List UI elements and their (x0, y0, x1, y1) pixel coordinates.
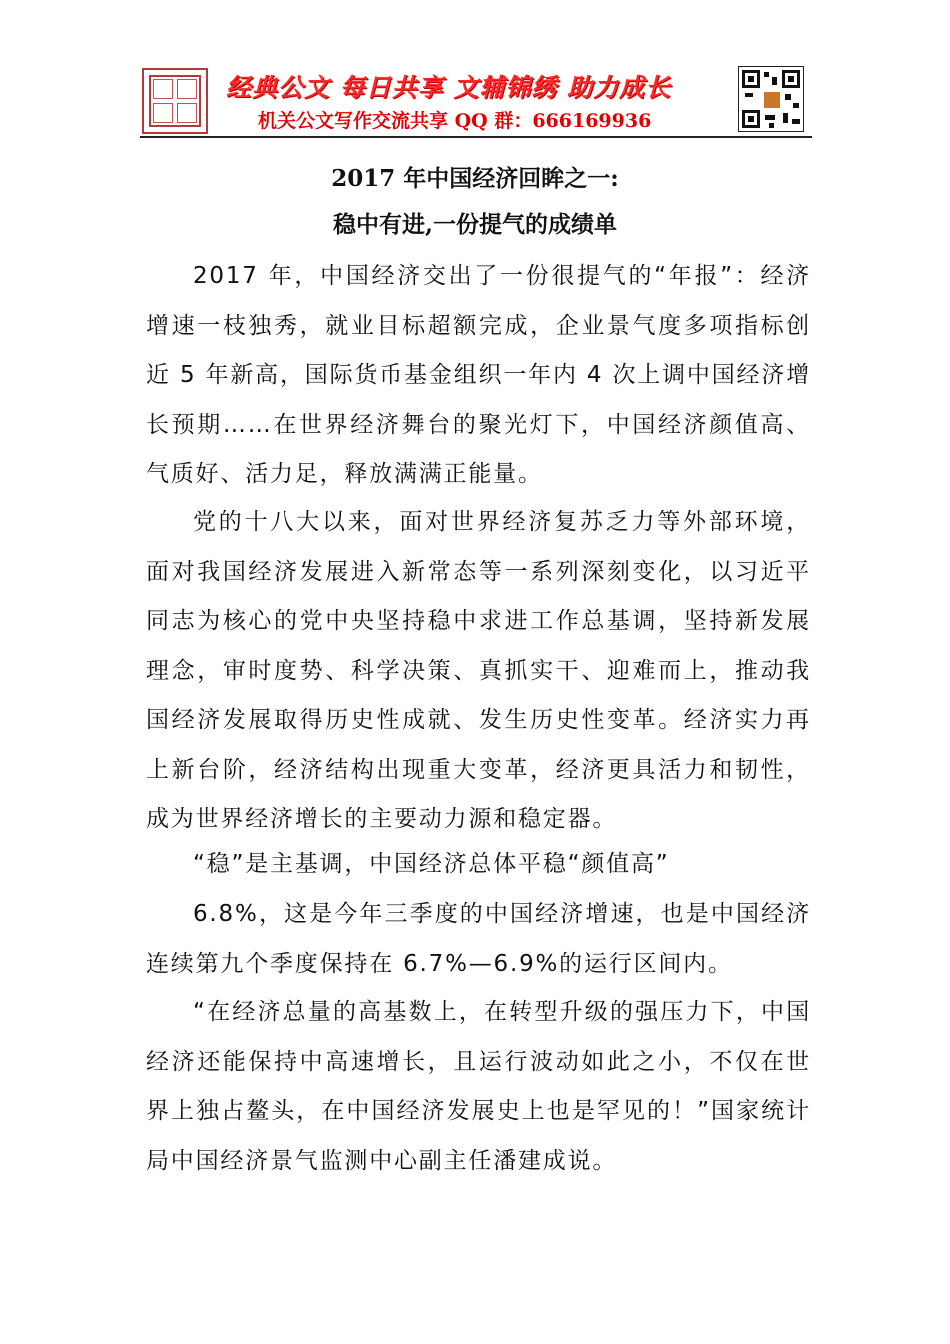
paragraph-3: 6.8%，这是今年三季度的中国经济增速，也是中国经济连续第九个季度保持在 6.7%—6.9%的运行区间内。 (146, 901, 811, 977)
qr-center-emblem (763, 91, 781, 109)
title-line-1: 2017 年中国经济回眸之一: (331, 165, 619, 192)
seal-logo-icon (142, 68, 208, 134)
title-line-2: 稳中有进,一份提气的成绩单 (332, 211, 617, 238)
header-divider (140, 136, 812, 138)
qq-group-line: 机关公文写作交流共享 QQ 群：666169936 (258, 110, 652, 132)
paragraph-4: “在经济总量的高基数上，在转型升级的强压力下，中国经济还能保持中高速增长，且运行波动如此之小，不仅在世界上独占鳌头，在中国经济发展史上也是罕见的！”国家统计局中国经济景气监测中心副主任潘建成说。 (146, 999, 811, 1174)
qr-code-icon (738, 66, 804, 132)
paragraph-2: 党的十八大以来，面对世界经济复苏乏力等外部环境，面对我国经济发展进入新常态等一系列深刻变化，以习近平同志为核心的党中央坚持稳中求进工作总基调，坚持新发展理念，审时度势、科学决策、真抓实干、迎难而上，推动我国经济发展取得历史性成就、发生历史性变革。经济实力再上新台阶，经济结构出现重大变革，经济更具活力和韧性，成为世界经济增长的主要动力源和稳定器。 (146, 509, 811, 832)
paragraph-1: 2017 年，中国经济交出了一份很提气的“年报”：经济增速一枝独秀，就业目标超额完成，企业景气度多项指标创近 5 年新高，国际货币基金组织一年内 4 次上调中国经济增长预期……在世界经济舞台的聚光灯下，中国经济颜值高、气质好、活力足，释放满满正能量。 (146, 263, 811, 487)
header-slogan: 经典公文 每日共享 文辅锦绣 助力成长 (226, 73, 672, 102)
document-header (140, 62, 812, 138)
section-heading: “稳”是主基调，中国经济总体平稳“颜值高” (193, 851, 670, 877)
